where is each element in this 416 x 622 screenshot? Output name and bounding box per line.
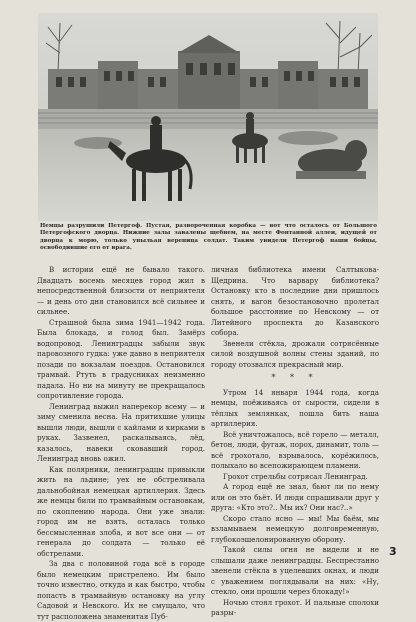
paragraph: Ночью стоял грохот. И пальные сполохи разры- [211,597,379,617]
paragraph: А город ещё не знал, бьют ли по нему или он это бьёт. И люди спрашивали друг у друга: «Кто это?.. Мы их? Они нас?..» [211,482,379,512]
paragraph: Такой силы огня не видели и не слышали даже ленинградцы. Беспрестанно звенели стёкла в уцелевших окнах, и люди с уважением поглядывали на них: «Ну, стекло, они прошли через блокаду!» [211,545,379,596]
paragraph: Грохот стрельбы сотрясал Ленинград. [223,471,368,481]
paragraph: Звенели стёкла, дрожали сотрясённые силой воздушной волны стены зданий, по городу отозвался прекрасный мир. [211,338,379,369]
paragraph: Всё уничтожалось, всё горело — металл, бетон, люди, фугаж, порох, динамит, толь — всё грохотало, взрывалось, корёжилось, полыхало во всепожирающем пламени. [211,429,379,470]
paragraph: За два с половиной года всё в городе было немецким пристрелено. Им было точно известно, откуда и как быстро, чтобы попасть в трамвайную остановку на углу Садовой и Невского. Их не смущало, что тут расположена знаменитая Пуб- [37,559,205,621]
section-divider: * * * [271,373,319,382]
paragraph: В истории ещё не бывало такого. Двадцать восемь месяцев город жил в непосредственной близости от неприятеля — и день ото дня становился всё сильнее и сильнее. [37,265,205,316]
paragraph: Скоро стало ясно — мы! Мы бьём, мы взламываем немецкую долговременную, глубокоэшелонированную оборону. [211,513,379,544]
page-number: 3 [389,545,397,558]
paragraph: Ленинград выжил наперекор всему — и зиму сменила весна. На притихшие улицы вышли люди, вышли с кайлами и кирками в руках. Зазвенел, раскалываясь, лёд, казалось, навеки сковавший город. Ленинград вновь ожил. [37,401,205,463]
left-column [37,265,205,622]
paragraph: Страшной была зима 1941—1942 года. Была блокада, и голод был. Замёрз водопровод. Ленинградцы забыли звук паровозного гудка: уже давно в неприятеля позади по вокзалам поездов. Остановился трамвай. Ртуть в градусниках неизменно падала. Но ни на минуту не прекращалось сопротивление города. [37,317,205,400]
palace-ruins-photo [38,13,378,221]
paragraph: Утром 14 января 1944 года, когда немцы, поёживаясь от сырости, сидели в тёплых землянках, пошла бить наша артиллерия. [211,387,379,428]
photo-caption: Немцы разрушили Петергоф. Пустая, развороченная коробка — вот что осталось от Большого Петергофского дворца. Нижние залы завалены щебнем, на месте Фонтанной аллеи, идущей от дворца к морю, только уныльая вереница солдат. Таким увидели Петергоф наши бойцы, освободившие его от врага. [40,223,377,252]
right-column [211,265,379,619]
paragraph-continued: личная библиотека имени Салтыкова-Щедрина. Что варвару библиотека? Остановку кто в последние дни пришлось снять, и вагон безостановочно пролетал большое расстояние по Невскому — от Литейного проспекта до Казанского собора. [211,265,379,337]
paragraph: Как полярники, ленинградцы привыкли жить на льдине; уех не обстреливала дальнобойная немецкая артиллерия. Здесь же немцы били по трамвайным остановкам, по скоплению народа. Они уже знали: город им не взять, осталась только бессмысленная злоба, и вот все они — от генерала до солдата — только её обстрелами. [37,464,205,558]
